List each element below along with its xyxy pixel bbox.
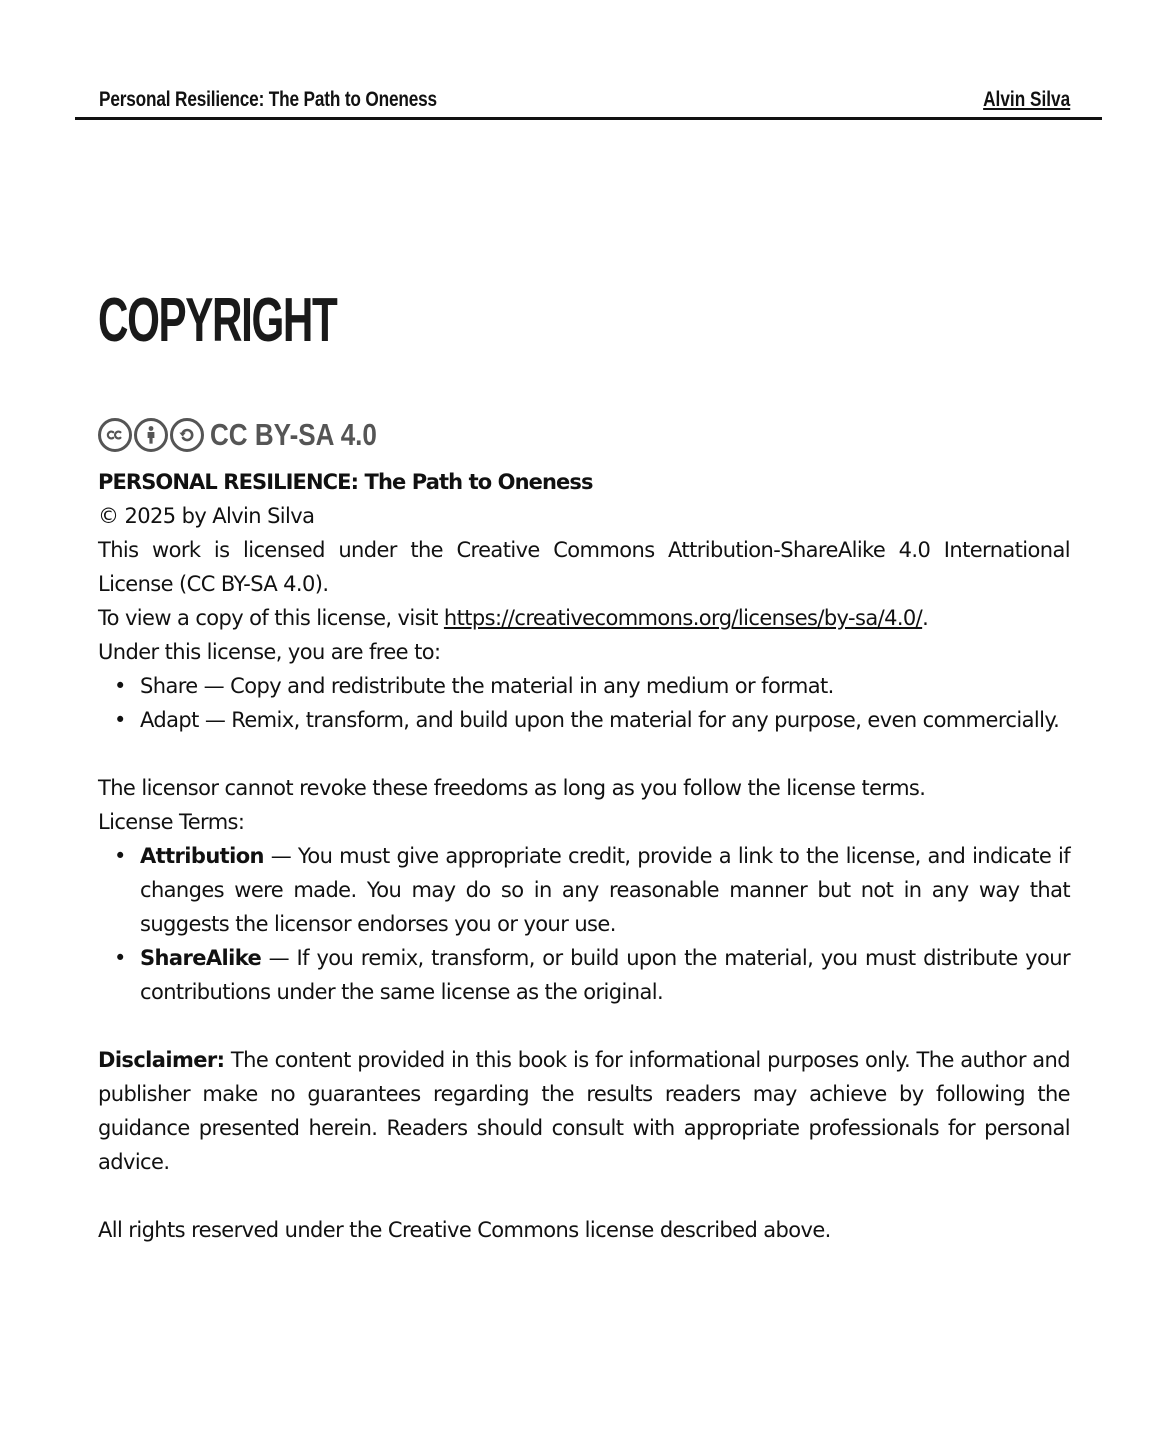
copyright-body (98, 465, 1070, 1247)
by-attribution-icon (134, 418, 168, 452)
header-book-title: Personal Resilience: The Path to Oneness (99, 88, 437, 111)
bullet-marker: • (114, 708, 126, 732)
license-url-link[interactable]: https://creativecommons.org/licenses/by-sa/4.0/ (443, 606, 923, 630)
disclaimer-text: The content provided in this book is for informational purposes only. The author and publisher make no guarantees regarding the results readers may achieve by following the guidance presented herein. Readers should consult with appropriate professionals for personal advice. (98, 1048, 1070, 1174)
copyright-line: © 2025 by Alvin Silva (98, 504, 315, 528)
paragraph-spacer (98, 1009, 1070, 1043)
list-item (98, 941, 1070, 1009)
license-view-suffix: . (922, 606, 929, 630)
disclaimer (98, 1043, 1070, 1179)
paragraph-spacer (98, 1179, 1070, 1213)
list-item (98, 703, 1070, 737)
list-item (98, 669, 1070, 703)
irrevocable-statement: The licensor cannot revoke these freedoms as long as you follow the license terms. (98, 776, 926, 800)
term-name: Attribution (140, 844, 264, 868)
cc-license-badge (98, 416, 409, 454)
terms-list (98, 839, 1070, 1009)
running-header (75, 86, 1102, 120)
disclaimer-label: Disclaimer: (98, 1048, 225, 1072)
bullet-marker: • (114, 946, 126, 970)
bullet-marker: • (114, 674, 126, 698)
term-name: ShareAlike (140, 946, 262, 970)
header-author-link[interactable]: Alvin Silva (982, 88, 1070, 111)
freedoms-intro: Under this license, you are free to: (98, 640, 441, 664)
cc-icon (98, 418, 132, 452)
freedom-text: Share — Copy and redistribute the material in any medium or format. (140, 674, 834, 698)
list-item (98, 839, 1070, 941)
page-heading: COPYRIGHT (98, 286, 337, 355)
license-badge-label: CC BY-SA 4.0 (210, 417, 377, 452)
term-text: — If you remix, transform, or build upon the material, you must distribute your contributions under the same license as the original. (140, 946, 1070, 1004)
freedom-text: Adapt — Remix, transform, and build upon the material for any purpose, even commercially. (140, 708, 1060, 732)
rights-statement: All rights reserved under the Creative Commons license described above. (98, 1218, 831, 1242)
freedoms-list (98, 669, 1070, 737)
term-text: — You must give appropriate credit, provide a link to the license, and indicate if changes were made. You may do so in any reasonable manner but not in any way that suggests the licensor endorses you or your use. (140, 844, 1070, 936)
license-view-prefix: To view a copy of this license, visit (98, 606, 444, 630)
sa-sharealike-icon (170, 418, 204, 452)
license-view-line (98, 601, 1070, 635)
license-statement: This work is licensed under the Creative Commons Attribution-ShareAlike 4.0 International License (CC BY-SA 4.0). (98, 538, 1070, 596)
paragraph-spacer (98, 737, 1070, 771)
terms-intro: License Terms: (98, 810, 245, 834)
bullet-marker: • (114, 844, 126, 868)
book-name: PERSONAL RESILIENCE: The Path to Oneness (98, 470, 593, 494)
